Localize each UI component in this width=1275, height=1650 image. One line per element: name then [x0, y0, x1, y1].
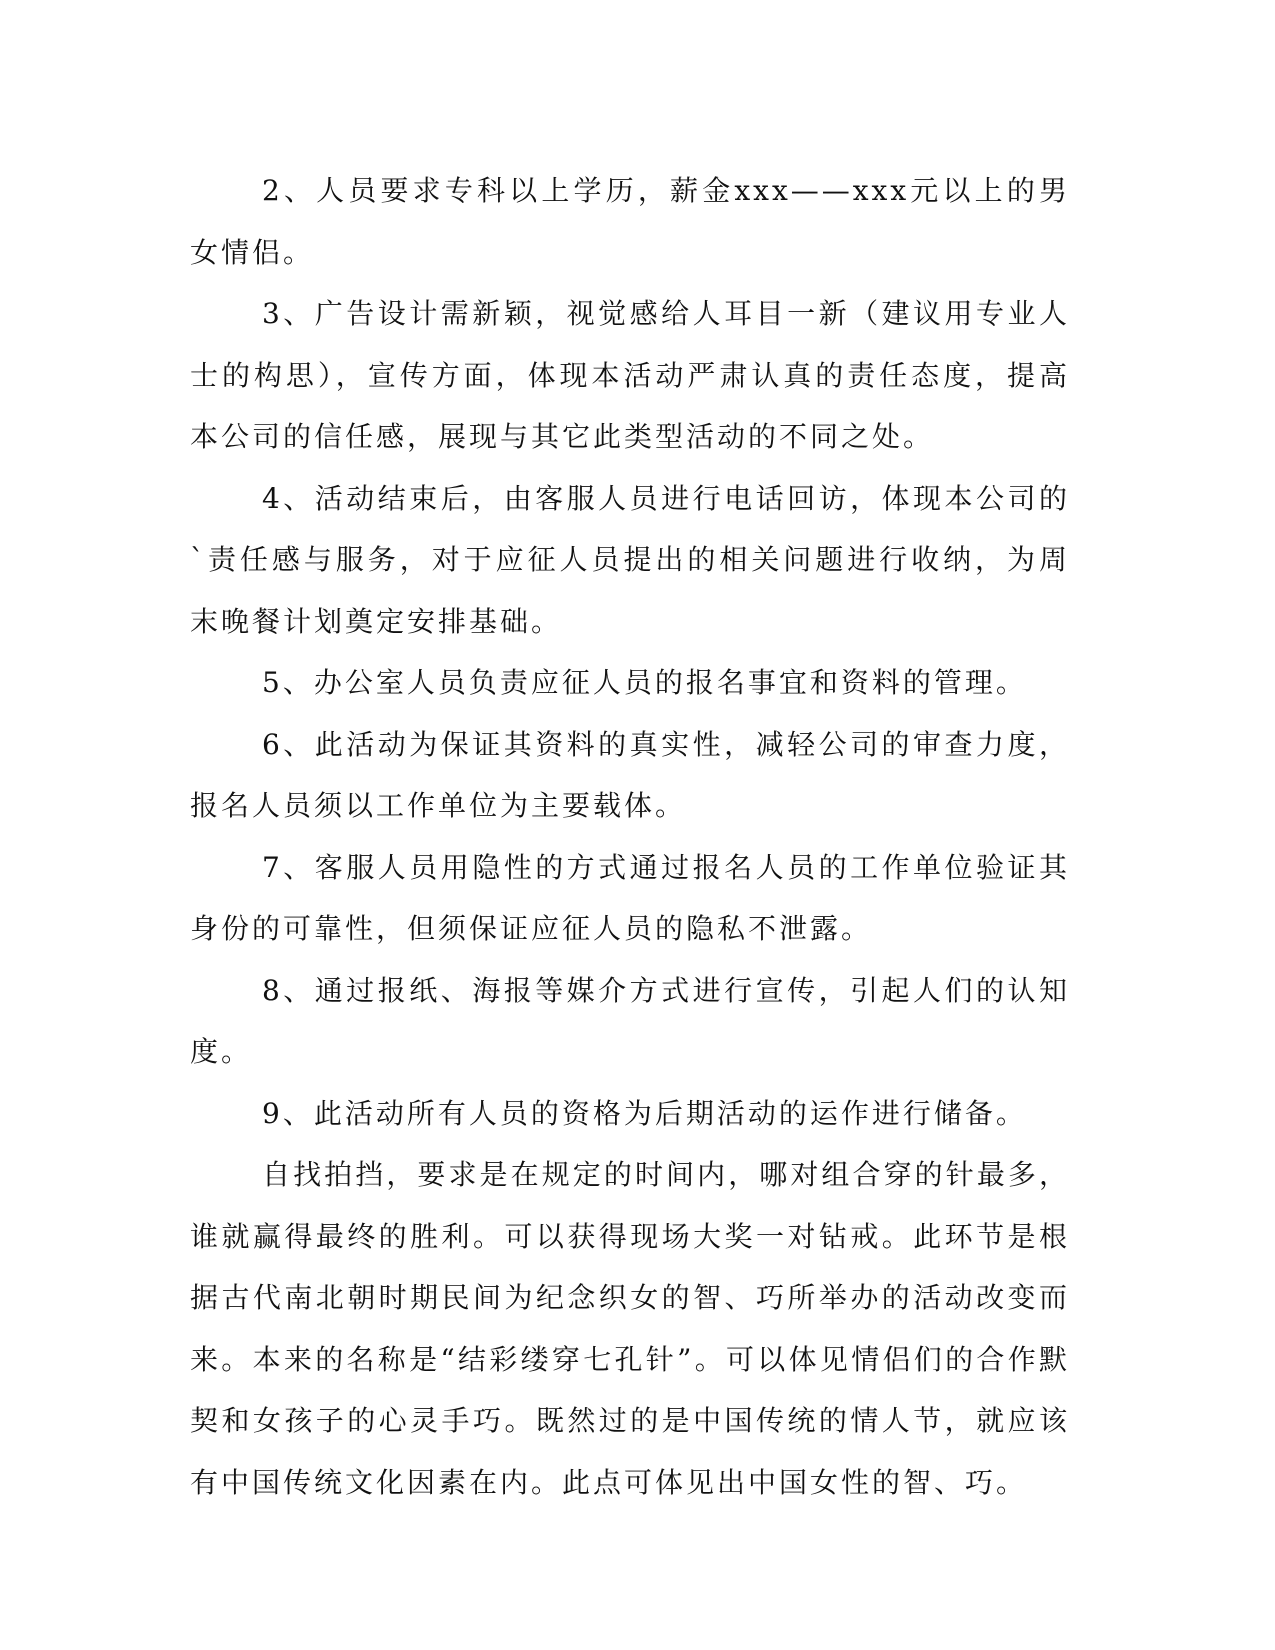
- paragraph-item-6: 6、此活动为保证其资料的真实性，减轻公司的审查力度，报名人员须以工作单位为主要载体。: [190, 727, 1070, 822]
- paragraph-item-7: 7、客服人员用隐性的方式通过报名人员的工作单位验证其身份的可靠性，但须保证应征人员的隐私不泄露。: [190, 850, 1070, 945]
- paragraph-item-9: 9、此活动所有人员的资格为后期活动的运作进行储备。: [262, 1096, 1027, 1130]
- document-body: [190, 160, 1070, 1513]
- paragraph-item-5: 5、办公室人员负责应征人员的报名事宜和资料的管理。: [262, 666, 1027, 699]
- paragraph-item-3: 3、广告设计需新颖，视觉感给人耳目一新（建议用专业人士的构思），宣传方面，体现本活动严肃认真的责任态度，提高本公司的信任感，展现与其它此类型活动的不同之处。: [190, 297, 1070, 453]
- paragraph-item-2: 2、人员要求专科以上学历，薪金xxx——xxx元以上的男女情侣。: [190, 174, 1070, 269]
- paragraph-game-description: 自找拍挡，要求是在规定的时间内，哪对组合穿的针最多，谁就赢得最终的胜利。可以获得现场大奖一对钻戒。此环节是根据古代南北朝时期民间为纪念织女的智、巧所举办的活动改变而来。本来的名称是“结彩缕穿七孔针”。可以体见情侣们的合作默契和女孩子的心灵手巧。既然过的是中国传统的情人节，就应该有中国传统文化因素在内。此点可体见出中国女性的智、巧。: [190, 1158, 1070, 1499]
- paragraph-item-8: 8、通过报纸、海报等媒介方式进行宣传，引起人们的认知度。: [190, 973, 1070, 1068]
- paragraph-item-4: 4、活动结束后，由客服人员进行电话回访，体现本公司的`责任感与服务，对于应征人员提出的相关问题进行收纳，为周末晚餐计划奠定安排基础。: [190, 481, 1070, 638]
